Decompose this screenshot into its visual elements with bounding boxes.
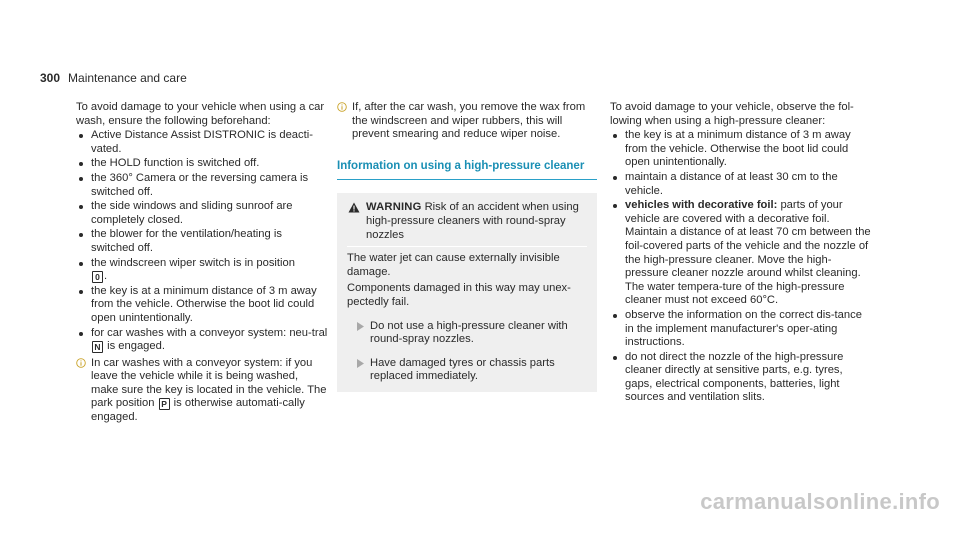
- warning-body: The water jet can cause externally invisible damage.: [347, 252, 560, 278]
- warning-heading: Risk of an accident when using high-pressure cleaners with round-spray nozzles: [366, 201, 579, 241]
- wiper-position-key-icon: 0: [92, 271, 103, 283]
- wax-note: [337, 101, 597, 142]
- list-item-text: is engaged.: [107, 340, 165, 353]
- section-name: Maintenance and care: [68, 71, 187, 85]
- list-item: Active Distance Assist DISTRONIC is deacti-vated.: [76, 129, 328, 156]
- watermark: carmanualsonline.info: [700, 489, 940, 514]
- list-item: the key is at a minimum distance of 3 m away from the vehicle. Otherwise the boot lid could open unintentionally.: [610, 129, 872, 170]
- list-item: maintain a distance of at least 30 cm to the vehicle.: [610, 171, 872, 198]
- action-text: Have damaged tyres or chassis parts replaced immediately.: [370, 356, 555, 383]
- action-text: Do not use a high-pressure cleaner with round-spray nozzles.: [370, 319, 568, 346]
- neutral-key-icon: N: [92, 341, 103, 353]
- list-item: observe the information on the correct dis-tance in the implement manufacturer's oper-ating instructions.: [610, 309, 872, 350]
- list-item-text: for car washes with a conveyor system: neu-tral: [91, 326, 328, 339]
- list-item-bold: vehicles with decorative foil:: [625, 199, 778, 212]
- column-middle: [337, 101, 597, 392]
- list-item: do not direct the nozzle of the high-pressure cleaner directly at sensitive parts, e.g. tyres, gaps, electrical components, batteries, light sources and ventilation slits.: [610, 351, 872, 405]
- pressure-cleaner-intro: To avoid damage to your vehicle, observe the fol-lowing when using a high-pressure cleaner:: [610, 101, 854, 127]
- warning-body: Components damaged in this way may unex-pectedly fail.: [347, 282, 571, 308]
- note-text: In car washes with a conveyor system: if you leave the vehicle while it is being washed, make sure the key is located in the vehicle. The park position: [91, 356, 327, 410]
- page-header: [40, 72, 187, 86]
- pressure-cleaner-checklist: [610, 129, 872, 405]
- list-item: the 360° Camera or the reversing camera is switched off.: [76, 172, 328, 199]
- note-text: If, after the car wash, you remove the wax from the windscreen and wiper rubbers, this will prevent smearing and reduce wiper noise.: [352, 101, 586, 141]
- list-item: the side windows and sliding sunroof are completely closed.: [76, 200, 328, 227]
- warning-action: [347, 357, 587, 384]
- car-wash-checklist: [76, 129, 328, 354]
- warning-header: [347, 201, 587, 247]
- car-wash-intro: To avoid damage to your vehicle when using a car wash, ensure the following beforehand:: [76, 101, 325, 127]
- list-item: [76, 327, 328, 354]
- list-item: the key is at a minimum distance of 3 m away from the vehicle. Otherwise the boot lid could open unintentionally.: [76, 285, 328, 326]
- note-text: is otherwise automati-cally engaged.: [91, 397, 305, 424]
- warning-action: [347, 320, 587, 347]
- section-title: Information on using a high-pressure cleaner: [337, 160, 597, 181]
- list-item: [610, 199, 872, 308]
- conveyor-note: [76, 357, 328, 425]
- list-item: the HOLD function is switched off.: [76, 157, 328, 171]
- action-arrow-icon: [357, 322, 364, 331]
- warning-triangle-icon: [348, 202, 360, 213]
- page-number: 300: [40, 71, 61, 85]
- park-key-icon: P: [159, 398, 170, 410]
- action-arrow-icon: [357, 359, 364, 368]
- list-item: [76, 257, 328, 284]
- list-item-text: the windscreen wiper switch is in position: [91, 256, 295, 269]
- info-icon: [76, 358, 86, 368]
- warning-label: WARNING: [366, 201, 422, 214]
- column-left: [76, 101, 328, 425]
- list-item-text: .: [104, 270, 108, 283]
- info-icon: [337, 102, 347, 112]
- warning-box: [337, 193, 597, 392]
- column-right: [610, 101, 872, 405]
- list-item-text: parts of your vehicle are covered with a decorative foil. Maintain a distance of at least 70 cm between the foil-covered parts of the vehicle and the nozzle of the high-pressure cleaner. Move the high-pressure cleaner nozzle around whilst cleaning. The water tempera-ture of the high-pressure cleaner must not exceed 60°C.: [625, 199, 871, 307]
- list-item: the blower for the ventilation/heating is switched off.: [76, 228, 328, 255]
